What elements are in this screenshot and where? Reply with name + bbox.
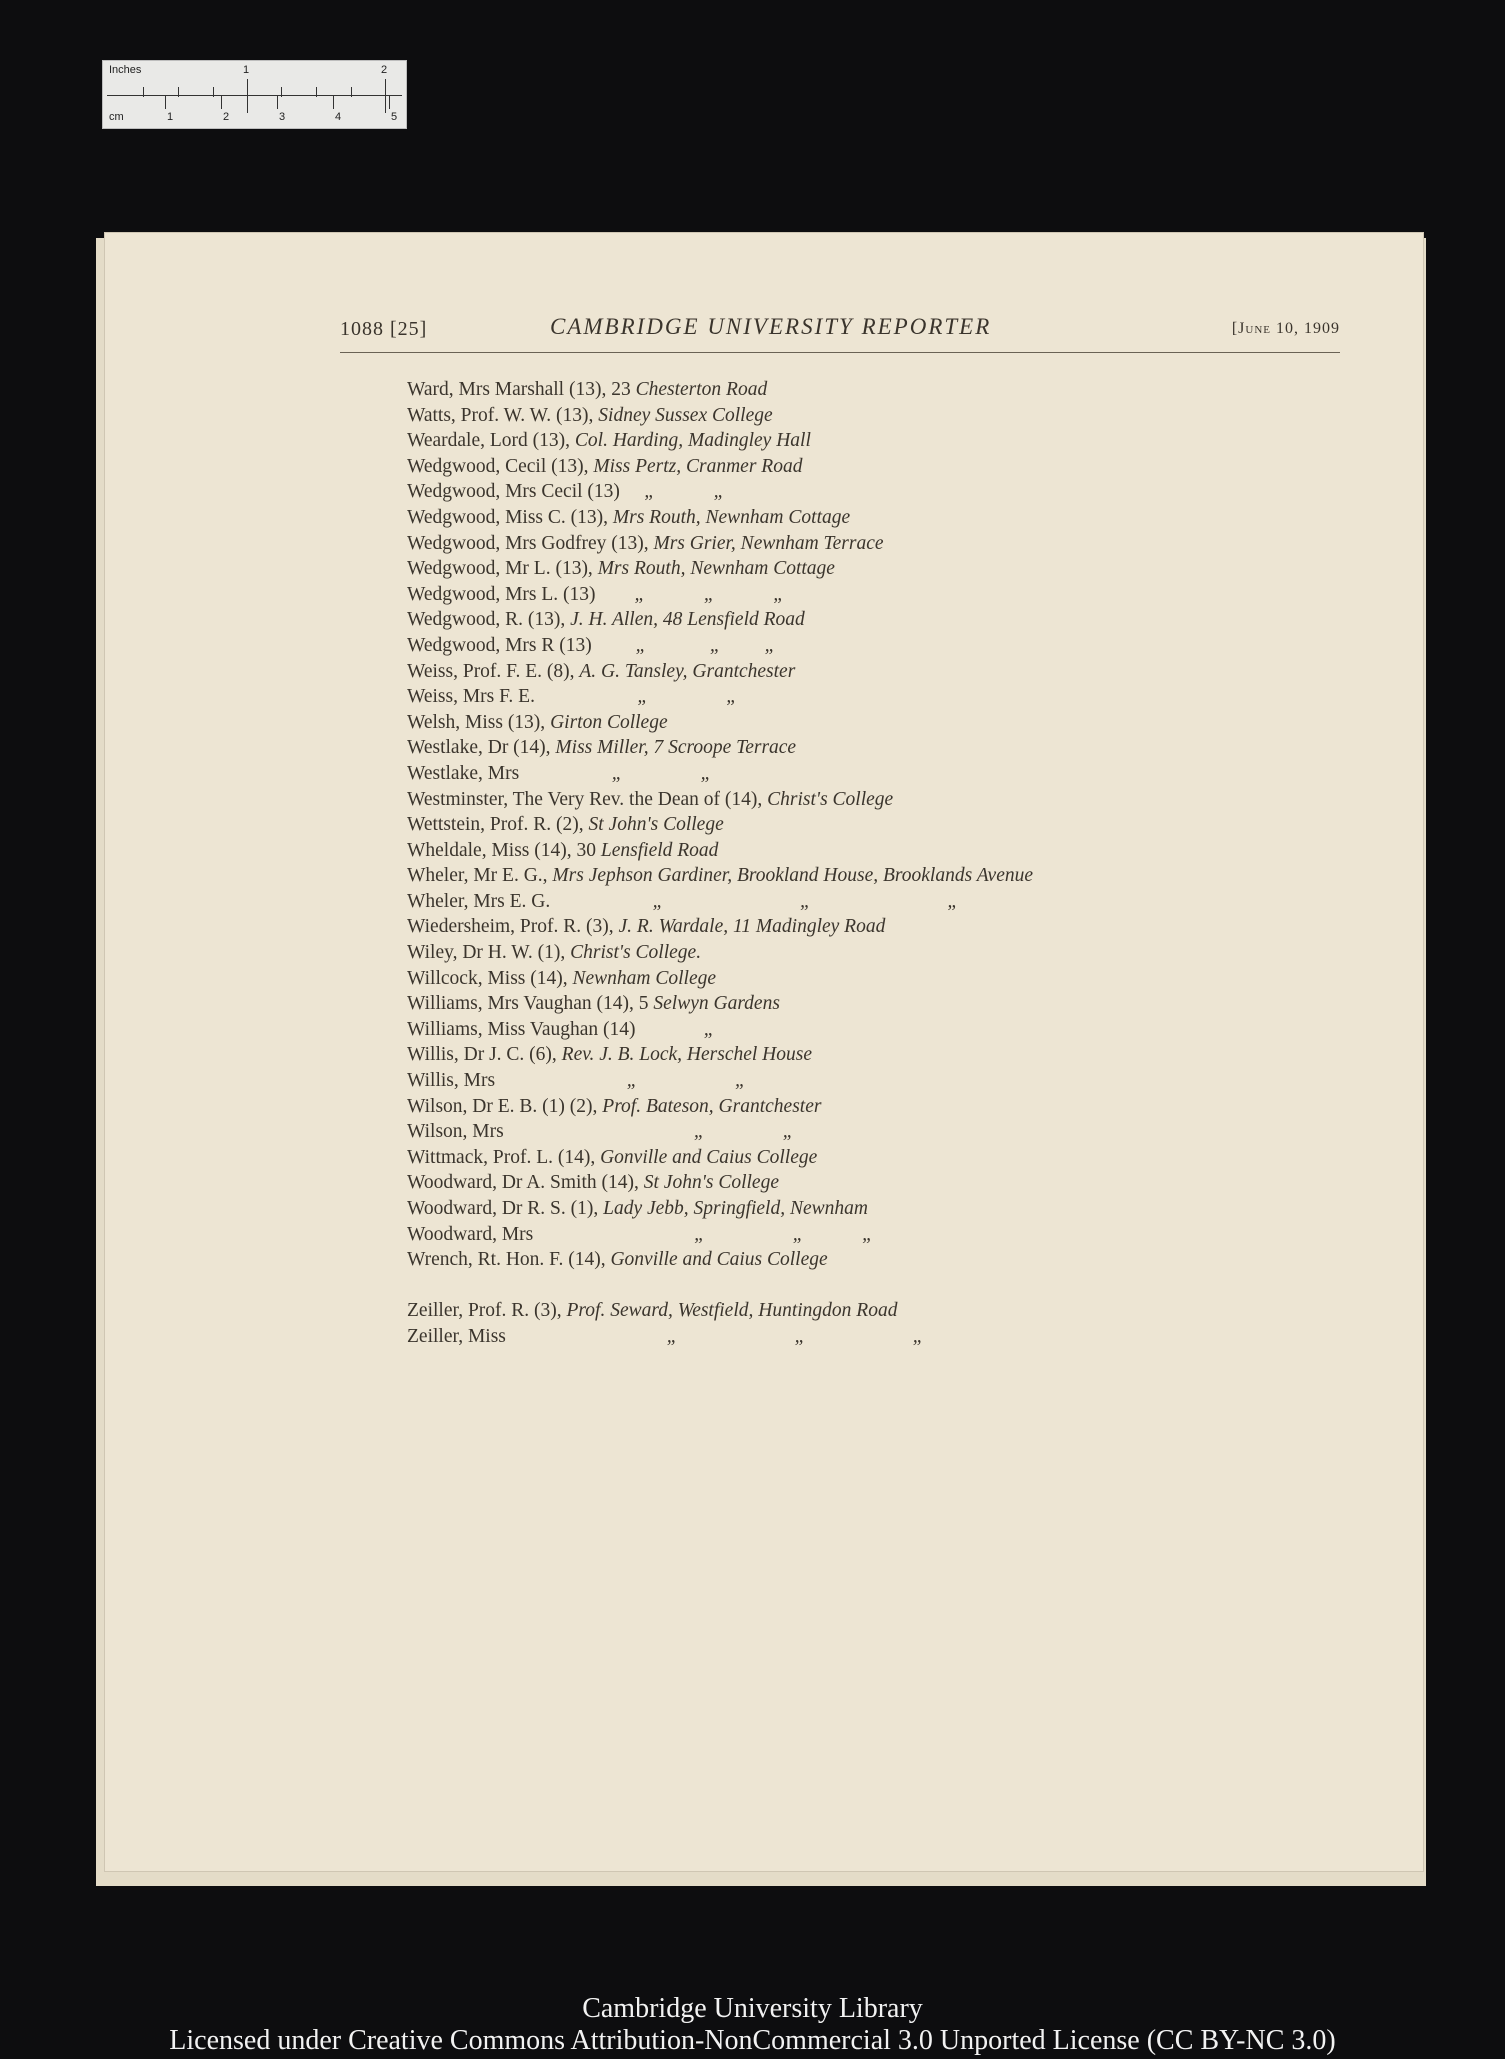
- ruler-line: [107, 95, 402, 96]
- entry-name: Weiss, Prof. F. E. (8),: [407, 660, 575, 682]
- entry-name: Wiley, Dr H. W. (1),: [407, 942, 566, 964]
- list-item: [407, 710, 1307, 736]
- entry-address: Christ's College.: [570, 942, 702, 964]
- ruler-tick: [385, 79, 386, 113]
- entry-address: Mrs Routh, Newnham Cottage: [612, 506, 851, 528]
- entry-address: „ „: [524, 762, 712, 784]
- entry-name: Zeiller, Prof. R. (3),: [407, 1300, 562, 1322]
- entry-address: Mrs Routh, Newnham Cottage: [597, 558, 835, 580]
- list-item: [407, 1068, 1307, 1094]
- entry-name: Zeiller, Miss: [407, 1325, 506, 1347]
- entry-name: Wheler, Mrs E. G.: [407, 890, 551, 912]
- entry-name: Wedgwood, Miss C. (13),: [407, 506, 609, 528]
- entry-name: Westlake, Dr (14),: [407, 737, 551, 759]
- entry-address: Miss Miller, 7 Scroope Terrace: [555, 737, 797, 759]
- list-item: [407, 454, 1307, 480]
- document-page: [104, 232, 1424, 1872]
- entry-name: Wheldale, Miss (14), 30: [407, 839, 597, 861]
- entry-name: Wedgwood, Mrs R (13): [407, 634, 592, 656]
- scale-ruler: [102, 60, 407, 129]
- entry-name: Woodward, Mrs: [407, 1223, 534, 1245]
- list-item: [407, 1170, 1307, 1196]
- page-header: [340, 310, 1340, 350]
- entry-address: Lensfield Road: [600, 839, 719, 861]
- entry-address: „ „: [624, 481, 725, 503]
- ruler-cm-label: cm: [109, 111, 124, 123]
- entry-address: Newnham College: [572, 967, 717, 989]
- entry-address: Mrs Jephson Gardiner, Brookland House, Brooklands Avenue: [552, 865, 1033, 887]
- list-item: [407, 1042, 1307, 1068]
- ruler-tick: [281, 87, 282, 97]
- list-item: [407, 838, 1307, 864]
- license-caption: Licensed under Creative Commons Attribution-NonCommercial 3.0 Unported License (CC BY-NC 3.0): [169, 2025, 1336, 2056]
- list-item: [407, 966, 1307, 992]
- entry-name: Wilson, Mrs: [407, 1121, 504, 1143]
- entry-address: „ „ „: [538, 1223, 873, 1245]
- list-item: [407, 479, 1307, 505]
- entry-name: Wedgwood, Mrs Cecil (13): [407, 481, 620, 503]
- entry-name: Wedgwood, Mrs L. (13): [407, 583, 596, 605]
- entry-name: Wiedersheim, Prof. R. (3),: [407, 916, 614, 938]
- entry-name: Woodward, Dr A. Smith (14),: [407, 1172, 639, 1194]
- entry-name: Weiss, Mrs F. E.: [407, 686, 535, 708]
- entry-name: Wittmack, Prof. L. (14),: [407, 1146, 596, 1168]
- entry-address: Prof. Bateson, Grantchester: [602, 1095, 822, 1117]
- list-item: [407, 633, 1307, 659]
- entry-name: Wheler, Mr E. G.,: [407, 865, 548, 887]
- list-item: [407, 556, 1307, 582]
- entry-address: J. H. Allen, 48 Lensfield Road: [570, 609, 805, 631]
- entry-address: Mrs Grier, Newnham Terrace: [653, 532, 884, 554]
- entry-name: Williams, Mrs Vaughan (14), 5: [407, 993, 649, 1015]
- ruler-tick: [247, 79, 248, 113]
- entry-name: Welsh, Miss (13),: [407, 711, 546, 733]
- entry-address: J. R. Wardale, 11 Madingley Road: [618, 916, 886, 938]
- entry-name: Westminster, The Very Rev. the Dean of (14),: [407, 788, 763, 810]
- list-item: [407, 1222, 1307, 1248]
- entry-address: „ „: [508, 1121, 794, 1143]
- entry-address: „ „ „: [555, 890, 959, 912]
- issue-date: [June 10, 1909: [1231, 320, 1340, 337]
- ruler-cm-mark: 3: [279, 111, 286, 123]
- entry-address: Chesterton Road: [635, 379, 768, 400]
- ruler-tick: [277, 95, 278, 109]
- ruler-inches-label: Inches: [109, 64, 142, 76]
- ruler-tick: [221, 95, 222, 109]
- ruler-tick: [165, 95, 166, 109]
- list-item: [407, 582, 1307, 608]
- entry-name: Watts, Prof. W. W. (13),: [407, 404, 594, 426]
- list-item: [407, 761, 1307, 787]
- entry-address: Lady Jebb, Springfield, Newnham: [603, 1198, 868, 1219]
- ruler-cm-mark: 4: [335, 111, 342, 123]
- entry-name: Wedgwood, Mr L. (13),: [407, 558, 593, 580]
- ruler-tick: [143, 87, 144, 97]
- library-caption: Cambridge University Library: [582, 1993, 923, 2024]
- entry-address: Girton College: [550, 711, 668, 733]
- ruler-tick: [316, 87, 317, 97]
- entry-name: Wedgwood, R. (13),: [407, 609, 566, 631]
- ruler-cm-mark: 5: [391, 111, 398, 123]
- entry-name: Wedgwood, Mrs Godfrey (13),: [407, 532, 649, 554]
- entry-address: St John's College: [643, 1172, 779, 1194]
- list-item: [407, 1196, 1307, 1222]
- entry-name: Wrench, Rt. Hon. F. (14),: [407, 1249, 606, 1271]
- entry-address: „: [640, 1018, 715, 1040]
- ruler-tick: [351, 87, 352, 97]
- entry-name: Wettstein, Prof. R. (2),: [407, 814, 584, 836]
- section-gap: [407, 1273, 1307, 1299]
- list-item: [407, 1094, 1307, 1120]
- entry-name: Wilson, Dr E. B. (1) (2),: [407, 1095, 598, 1117]
- list-item: [407, 812, 1307, 838]
- ruler-inch-mark: 1: [243, 64, 250, 76]
- entry-address: Gonville and Caius College: [610, 1249, 828, 1271]
- entry-address: Christ's College: [767, 788, 894, 810]
- entry-name: Westlake, Mrs: [407, 762, 520, 784]
- entry-address: A. G. Tansley, Grantchester: [579, 660, 796, 682]
- entry-address: „ „: [499, 1070, 746, 1092]
- list-item: [407, 1119, 1307, 1145]
- entry-name: Ward, Mrs Marshall (13), 23: [407, 379, 631, 400]
- ruler-tick: [213, 87, 214, 97]
- entry-address: Col. Harding, Madingley Hall: [574, 430, 811, 452]
- publication-title: CAMBRIDGE UNIVERSITY REPORTER: [550, 314, 992, 339]
- ruler-tick: [178, 87, 179, 97]
- entry-address: Miss Pertz, Cranmer Road: [593, 455, 803, 477]
- header-rule: [340, 352, 1340, 353]
- entry-address: Prof. Seward, Westfield, Huntingdon Road: [566, 1300, 898, 1322]
- list-item: [407, 863, 1307, 889]
- list-item: [407, 377, 1307, 403]
- ruler-tick: [333, 95, 334, 109]
- list-item: [407, 531, 1307, 557]
- list-item: [407, 735, 1307, 761]
- entry-address: Sidney Sussex College: [598, 404, 773, 426]
- entry-address: St John's College: [588, 814, 724, 836]
- list-item: [407, 659, 1307, 685]
- entry-address: „ „ „: [600, 583, 785, 605]
- list-item: [407, 1298, 1307, 1324]
- entry-name: Williams, Miss Vaughan (14): [407, 1018, 636, 1040]
- list-item: [407, 1324, 1307, 1350]
- list-item: [407, 940, 1307, 966]
- list-item: [407, 1247, 1307, 1273]
- entry-address: Gonville and Caius College: [600, 1146, 818, 1168]
- list-item: [407, 1145, 1307, 1171]
- list-item: [407, 428, 1307, 454]
- entry-address: „ „ „: [510, 1325, 924, 1347]
- entry-name: Willis, Mrs: [407, 1070, 496, 1092]
- ruler-cm-mark: 1: [167, 111, 174, 123]
- ruler-inch-mark: 2: [381, 64, 388, 76]
- entry-name: Wedgwood, Cecil (13),: [407, 455, 589, 477]
- list-item: [407, 1017, 1307, 1043]
- name-list: [407, 377, 1307, 1350]
- list-item: [407, 684, 1307, 710]
- list-item: [407, 403, 1307, 429]
- entry-name: Willcock, Miss (14),: [407, 967, 568, 989]
- entry-address: „ „ „: [596, 634, 776, 656]
- list-item: [407, 991, 1307, 1017]
- list-item: [407, 889, 1307, 915]
- list-item: [407, 787, 1307, 813]
- page-number: 1088 [25]: [340, 318, 428, 340]
- entry-address: „ „: [539, 686, 738, 708]
- entry-name: Woodward, Dr R. S. (1),: [407, 1198, 599, 1219]
- entry-name: Weardale, Lord (13),: [407, 430, 571, 452]
- entry-address: Selwyn Gardens: [653, 993, 780, 1015]
- entry-name: Willis, Dr J. C. (6),: [407, 1044, 557, 1066]
- list-item: [407, 607, 1307, 633]
- ruler-tick: [389, 95, 390, 109]
- list-item: [407, 505, 1307, 531]
- list-item: [407, 914, 1307, 940]
- ruler-cm-mark: 2: [223, 111, 230, 123]
- entry-address: Rev. J. B. Lock, Herschel House: [561, 1044, 813, 1066]
